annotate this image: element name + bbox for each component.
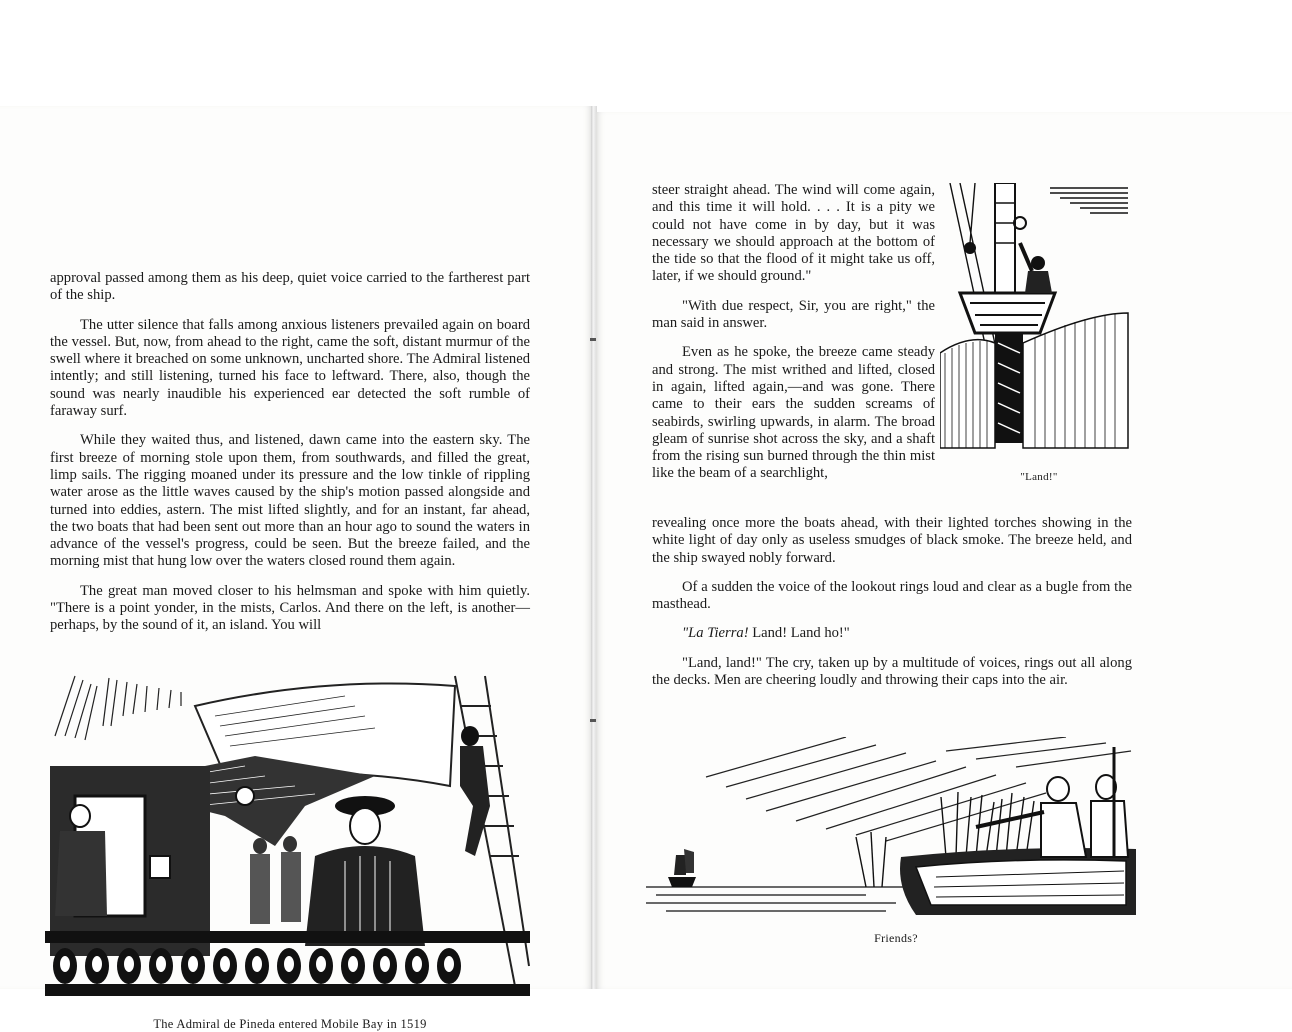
left-page-text	[50, 270, 530, 647]
paragraph: "Land, land!" The cry, taken up by a multitude of voices, rings out all along the decks. Men are cheering loudly and throwing their caps into the air.	[652, 654, 1132, 689]
paragraph: The great man moved closer to his helmsman and spoke with him quietly. "There is a point yonder, in the mists, Carlos. And there on the left, is another—perhaps, by the sound of it, an island. You will	[50, 582, 530, 634]
masthead-lookout-illustration	[940, 183, 1130, 455]
paragraph: steer straight ahead. The wind will come again, and this time it will hold. . . . It is a pity we could not have come in by day, but it was necessary we should approach at the bottom of the tide so that the flood of it might take us off, later, if we should ground."	[652, 182, 935, 285]
paragraph	[652, 625, 1132, 642]
paragraph: revealing once more the boats ahead, with their lighted torches showing in the white light of day only as useless smudges of black smoke. The breeze held, and the ship swayed nobly forward.	[652, 515, 1132, 566]
ship-illustration-caption: The Admiral de Pineda entered Mobile Bay in 1519	[153, 1017, 427, 1031]
right-page-text	[652, 515, 1132, 701]
boat-with-natives-illustration	[646, 737, 1136, 917]
exclamation-rest: Land! Land ho!"	[748, 625, 850, 642]
masthead-illustration-caption: "Land!"	[1020, 471, 1058, 483]
paragraph: Even as he spoke, the breeze came steady and strong. The mist writhed and lifted, closed in again, lifted again,—and was gone. There came to their ears the sudden screams of seabirds, swirling upwards, in alarm. The broad gleam of sunrise shot across the sky, and a shaft from the rising sun burned through the thin mist like the beam of a searchlight,	[652, 344, 935, 482]
boat-illustration-caption: Friends?	[874, 931, 918, 945]
paragraph: "With due respect, Sir, you are right," the man said in answer.	[652, 297, 935, 332]
paragraph: approval passed among them as his deep, quiet voice carried to the fartherest part of the ship.	[50, 270, 530, 304]
ship-deck-illustration	[45, 666, 530, 1001]
paragraph: While they waited thus, and listened, dawn came into the eastern sky. The first breeze of morning stole upon them, from southwards, and filled the great, limp sails. The rigging moaned under its pressure and the low tinkle of rippling water arose as the little waves caused by the ship's motion passed alongside and turned into eddies, astern. The mist lifted slightly, and for an instant, far ahead, the two boats that had been sent out more than an hour ago to sound the waters in advance of the vessel's progress, could be seen. But the breeze failed, and the morning mist that hung low over the waters closed round them again.	[50, 432, 530, 570]
right-page	[596, 112, 1292, 989]
italic-exclamation: "La Tierra!	[682, 625, 749, 642]
paragraph: The utter silence that falls among anxious listeners prevailed again on board the vessel. But, now, from ahead to the right, came the soft, distant murmur of the swell where it breached on some unknown, uncharted shore. The Admiral listened intently; and still listening, turned his face to leftward. There, also, though the sound was nearly inaudible his experienced ear detected the soft rumble of faraway surf.	[50, 316, 530, 420]
paragraph: Of a sudden the voice of the lookout rings loud and clear as a bugle from the masthead.	[652, 578, 1132, 613]
left-page	[0, 106, 592, 1031]
right-page-wrapped-text	[652, 182, 935, 483]
